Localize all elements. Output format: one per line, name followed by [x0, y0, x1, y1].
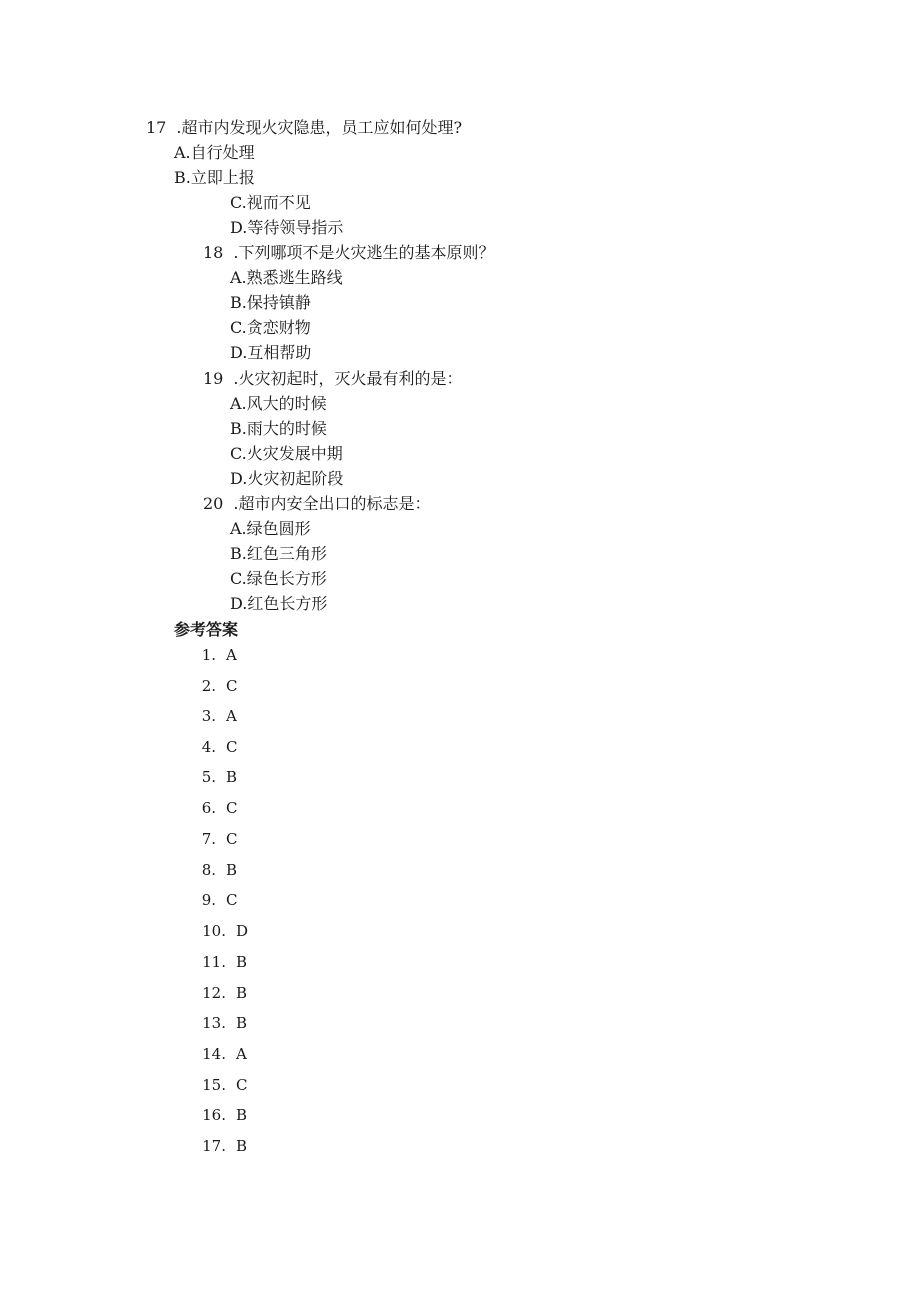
option-20-a: A.绿色圆形 — [230, 519, 311, 538]
answer-number: 15. — [202, 1076, 226, 1094]
answer-row — [180, 1136, 247, 1156]
option-18-b: B.保持镇静 — [230, 293, 311, 312]
option-20-d: D.红色长方形 — [230, 594, 328, 613]
question-number: 20 — [203, 494, 224, 513]
answer-letter: B — [236, 953, 248, 971]
answer-number: 2. — [201, 677, 216, 695]
answer-number: 10. — [202, 922, 226, 940]
option-20-b: B.红色三角形 — [230, 544, 327, 563]
answer-letter: B — [236, 1014, 248, 1032]
question-20 — [203, 494, 430, 514]
option-19-c: C.火灾发展中期 — [230, 444, 343, 463]
question-18 — [203, 243, 494, 263]
answer-row — [180, 767, 237, 787]
answer-number: 3. — [201, 707, 216, 725]
answer-letter: D — [236, 922, 249, 940]
option-18-d: D.互相帮助 — [230, 343, 312, 362]
option-18-a: A.熟悉逃生路线 — [230, 268, 343, 287]
question-text: .下列哪项不是火灾逃生的基本原则？ — [233, 243, 495, 262]
answer-row — [180, 921, 248, 941]
question-17 — [146, 118, 462, 138]
question-text: .超市内发现火灾隐患，员工应如何处理? — [176, 118, 463, 137]
answer-row — [180, 890, 237, 910]
answer-number: 6. — [201, 799, 216, 817]
answer-row — [180, 645, 237, 665]
answer-letter: B — [236, 984, 248, 1002]
answer-row — [180, 1044, 247, 1064]
answer-letter: B — [226, 861, 238, 879]
answer-row — [180, 1075, 247, 1095]
answer-number: 14. — [202, 1045, 226, 1063]
answer-letter: C — [226, 891, 238, 909]
question-number: 18 — [203, 243, 224, 262]
answer-letter: C — [226, 799, 238, 817]
option-19-a: A.风大的时候 — [230, 394, 327, 413]
answers-heading: 参考答案 — [174, 620, 239, 639]
answer-number: 7. — [201, 830, 216, 848]
question-19 — [203, 369, 462, 389]
answer-row — [180, 737, 237, 757]
question-text: .火灾初起时，灭火最有利的是： — [233, 369, 463, 388]
option-18-c: C.贪恋财物 — [230, 318, 311, 337]
answer-row — [180, 829, 237, 849]
option-19-b: B.雨大的时候 — [230, 419, 327, 438]
option-19-d: D.火灾初起阶段 — [230, 469, 344, 488]
answer-row — [180, 676, 237, 696]
option-17-a: A.自行处理 — [174, 143, 255, 162]
answer-letter: C — [226, 738, 238, 756]
answer-row — [180, 798, 237, 818]
answer-letter: B — [236, 1106, 248, 1124]
answer-number: 1. — [201, 646, 216, 664]
answer-letter: C — [236, 1076, 248, 1094]
answer-row — [180, 1105, 247, 1125]
answer-letter: C — [226, 677, 238, 695]
answer-number: 4. — [201, 738, 216, 756]
answer-number: 13. — [202, 1014, 226, 1032]
answer-number: 8. — [201, 861, 216, 879]
answer-number: 12. — [202, 984, 226, 1002]
answer-letter: B — [226, 768, 238, 786]
question-text: .超市内安全出口的标志是： — [233, 494, 431, 513]
answer-row — [180, 1013, 247, 1033]
answer-letter: B — [236, 1137, 248, 1155]
answer-number: 5. — [201, 768, 216, 786]
answer-letter: A — [236, 1045, 247, 1063]
option-17-b: B.立即上报 — [174, 168, 255, 187]
answer-letter: C — [226, 830, 238, 848]
question-number: 17 — [146, 118, 167, 137]
answer-number: 9. — [201, 891, 216, 909]
answer-number: 16. — [202, 1106, 226, 1124]
option-17-d: D.等待领导指示 — [230, 218, 344, 237]
answer-row — [180, 952, 247, 972]
question-number: 19 — [203, 369, 224, 388]
answer-letter: A — [226, 707, 237, 725]
answer-row — [180, 706, 237, 726]
answer-number: 17. — [202, 1137, 226, 1155]
option-17-c: C.视而不见 — [230, 193, 311, 212]
answer-number: 11. — [202, 953, 226, 971]
option-20-c: C.绿色长方形 — [230, 569, 327, 588]
answer-row — [180, 860, 237, 880]
answer-row — [180, 983, 247, 1003]
answer-letter: A — [226, 646, 237, 664]
